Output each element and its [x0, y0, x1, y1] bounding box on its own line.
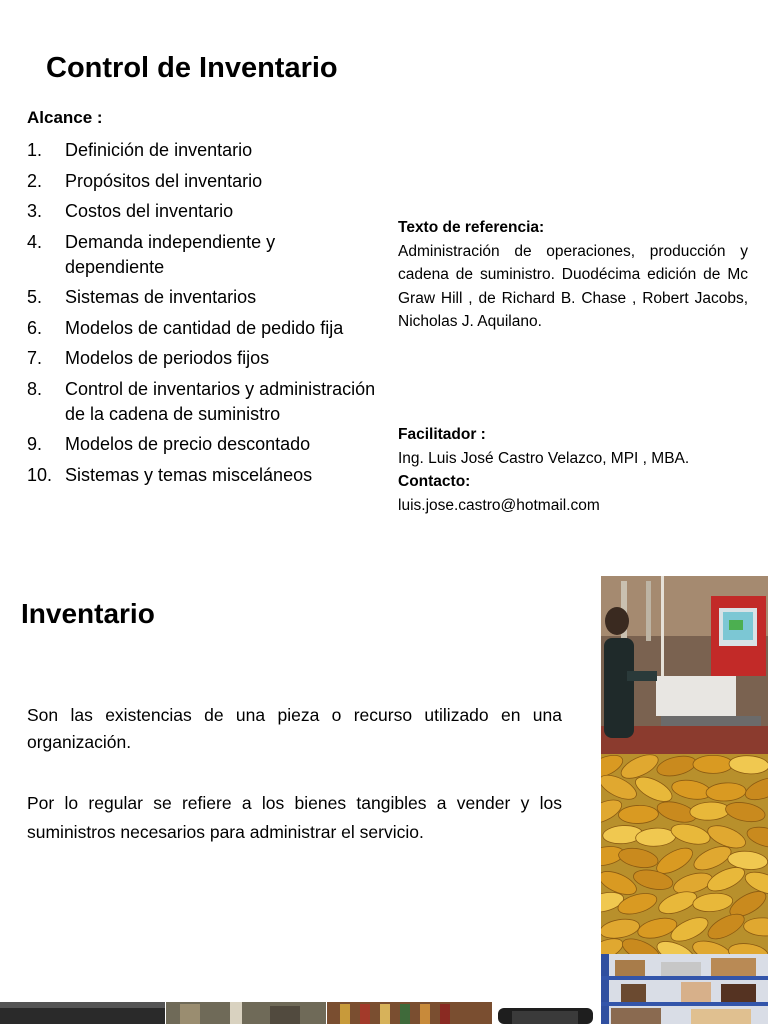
scope-list	[27, 138, 377, 493]
warehouse-shelves-photo	[601, 954, 768, 1024]
scope-item	[27, 346, 377, 371]
scope-item-text: Sistemas y temas misceláneos	[65, 464, 313, 485]
bottom-photo-strip	[0, 1002, 601, 1024]
scope-item-number: 4.	[27, 231, 43, 252]
scope-item	[27, 230, 377, 280]
reference-block	[398, 216, 748, 334]
scope-item-text: Definición de inventario	[65, 140, 253, 160]
facilitator-name: Ing. Luis José Castro Velazco, MPI , MBA.	[398, 449, 690, 467]
scope-item	[27, 432, 377, 457]
scope-item-number: 9.	[27, 434, 43, 454]
facilitator-block	[398, 423, 758, 517]
scope-item	[27, 285, 377, 310]
scope-item-number: 5.	[27, 287, 43, 307]
scope-item-text: Sistemas de inventarios	[65, 287, 257, 307]
scope-item-text: Modelos de cantidad de pedido fija	[65, 317, 344, 338]
scope-item-number: 6.	[27, 317, 43, 338]
definition-paragraph: Son las existencias de una pieza o recurso utilizado en una organización.	[27, 705, 562, 752]
scope-item	[27, 169, 377, 194]
scope-item-text: Modelos de periodos fijos	[65, 348, 270, 368]
page-title: Control de Inventario	[46, 52, 338, 84]
scope-item-number: 2.	[27, 170, 43, 191]
scope-item-number: 3.	[27, 201, 43, 221]
scope-label: Alcance :	[27, 108, 103, 127]
facilitator-label: Facilitador :	[398, 426, 486, 443]
corn-cobs-photo	[601, 754, 768, 954]
scope-item	[27, 377, 377, 427]
factory-worker-photo	[601, 576, 768, 754]
scope-item-number: 7.	[27, 348, 43, 368]
scope-item	[27, 138, 377, 163]
description-paragraph: Por lo regular se refiere a los bienes tangibles a vender y los suministros necesarios para administrar el servicio.	[27, 793, 562, 842]
contact-email: luis.jose.castro@hotmail.com	[398, 496, 600, 514]
reference-text: Administración de operaciones, producción y cadena de suministro. Duodécima edición de Mc Graw Hill , de Richard B. Chase , Robert Jacobs, Nicholas J. Aquilano.	[398, 242, 748, 330]
reference-label: Texto de referencia:	[398, 219, 545, 236]
section-title: Inventario	[21, 598, 155, 629]
scope-item-text: Demanda independiente y dependiente	[65, 231, 276, 277]
scope-item-number: 1.	[27, 140, 43, 160]
contact-label: Contacto:	[398, 473, 471, 490]
scope-item-number: 8.	[27, 378, 43, 399]
scope-item-text: Propósitos del inventario	[65, 170, 263, 191]
scope-item-text: Modelos de precio descontado	[65, 434, 311, 454]
scope-item-text: Costos del inventario	[65, 201, 234, 221]
scope-item	[27, 316, 377, 341]
scope-item-text: Control de inventarios y administración de la cadena de suministro	[65, 378, 376, 424]
scope-item	[27, 463, 377, 488]
scope-item	[27, 199, 377, 224]
scope-item-number: 10.	[27, 464, 53, 485]
